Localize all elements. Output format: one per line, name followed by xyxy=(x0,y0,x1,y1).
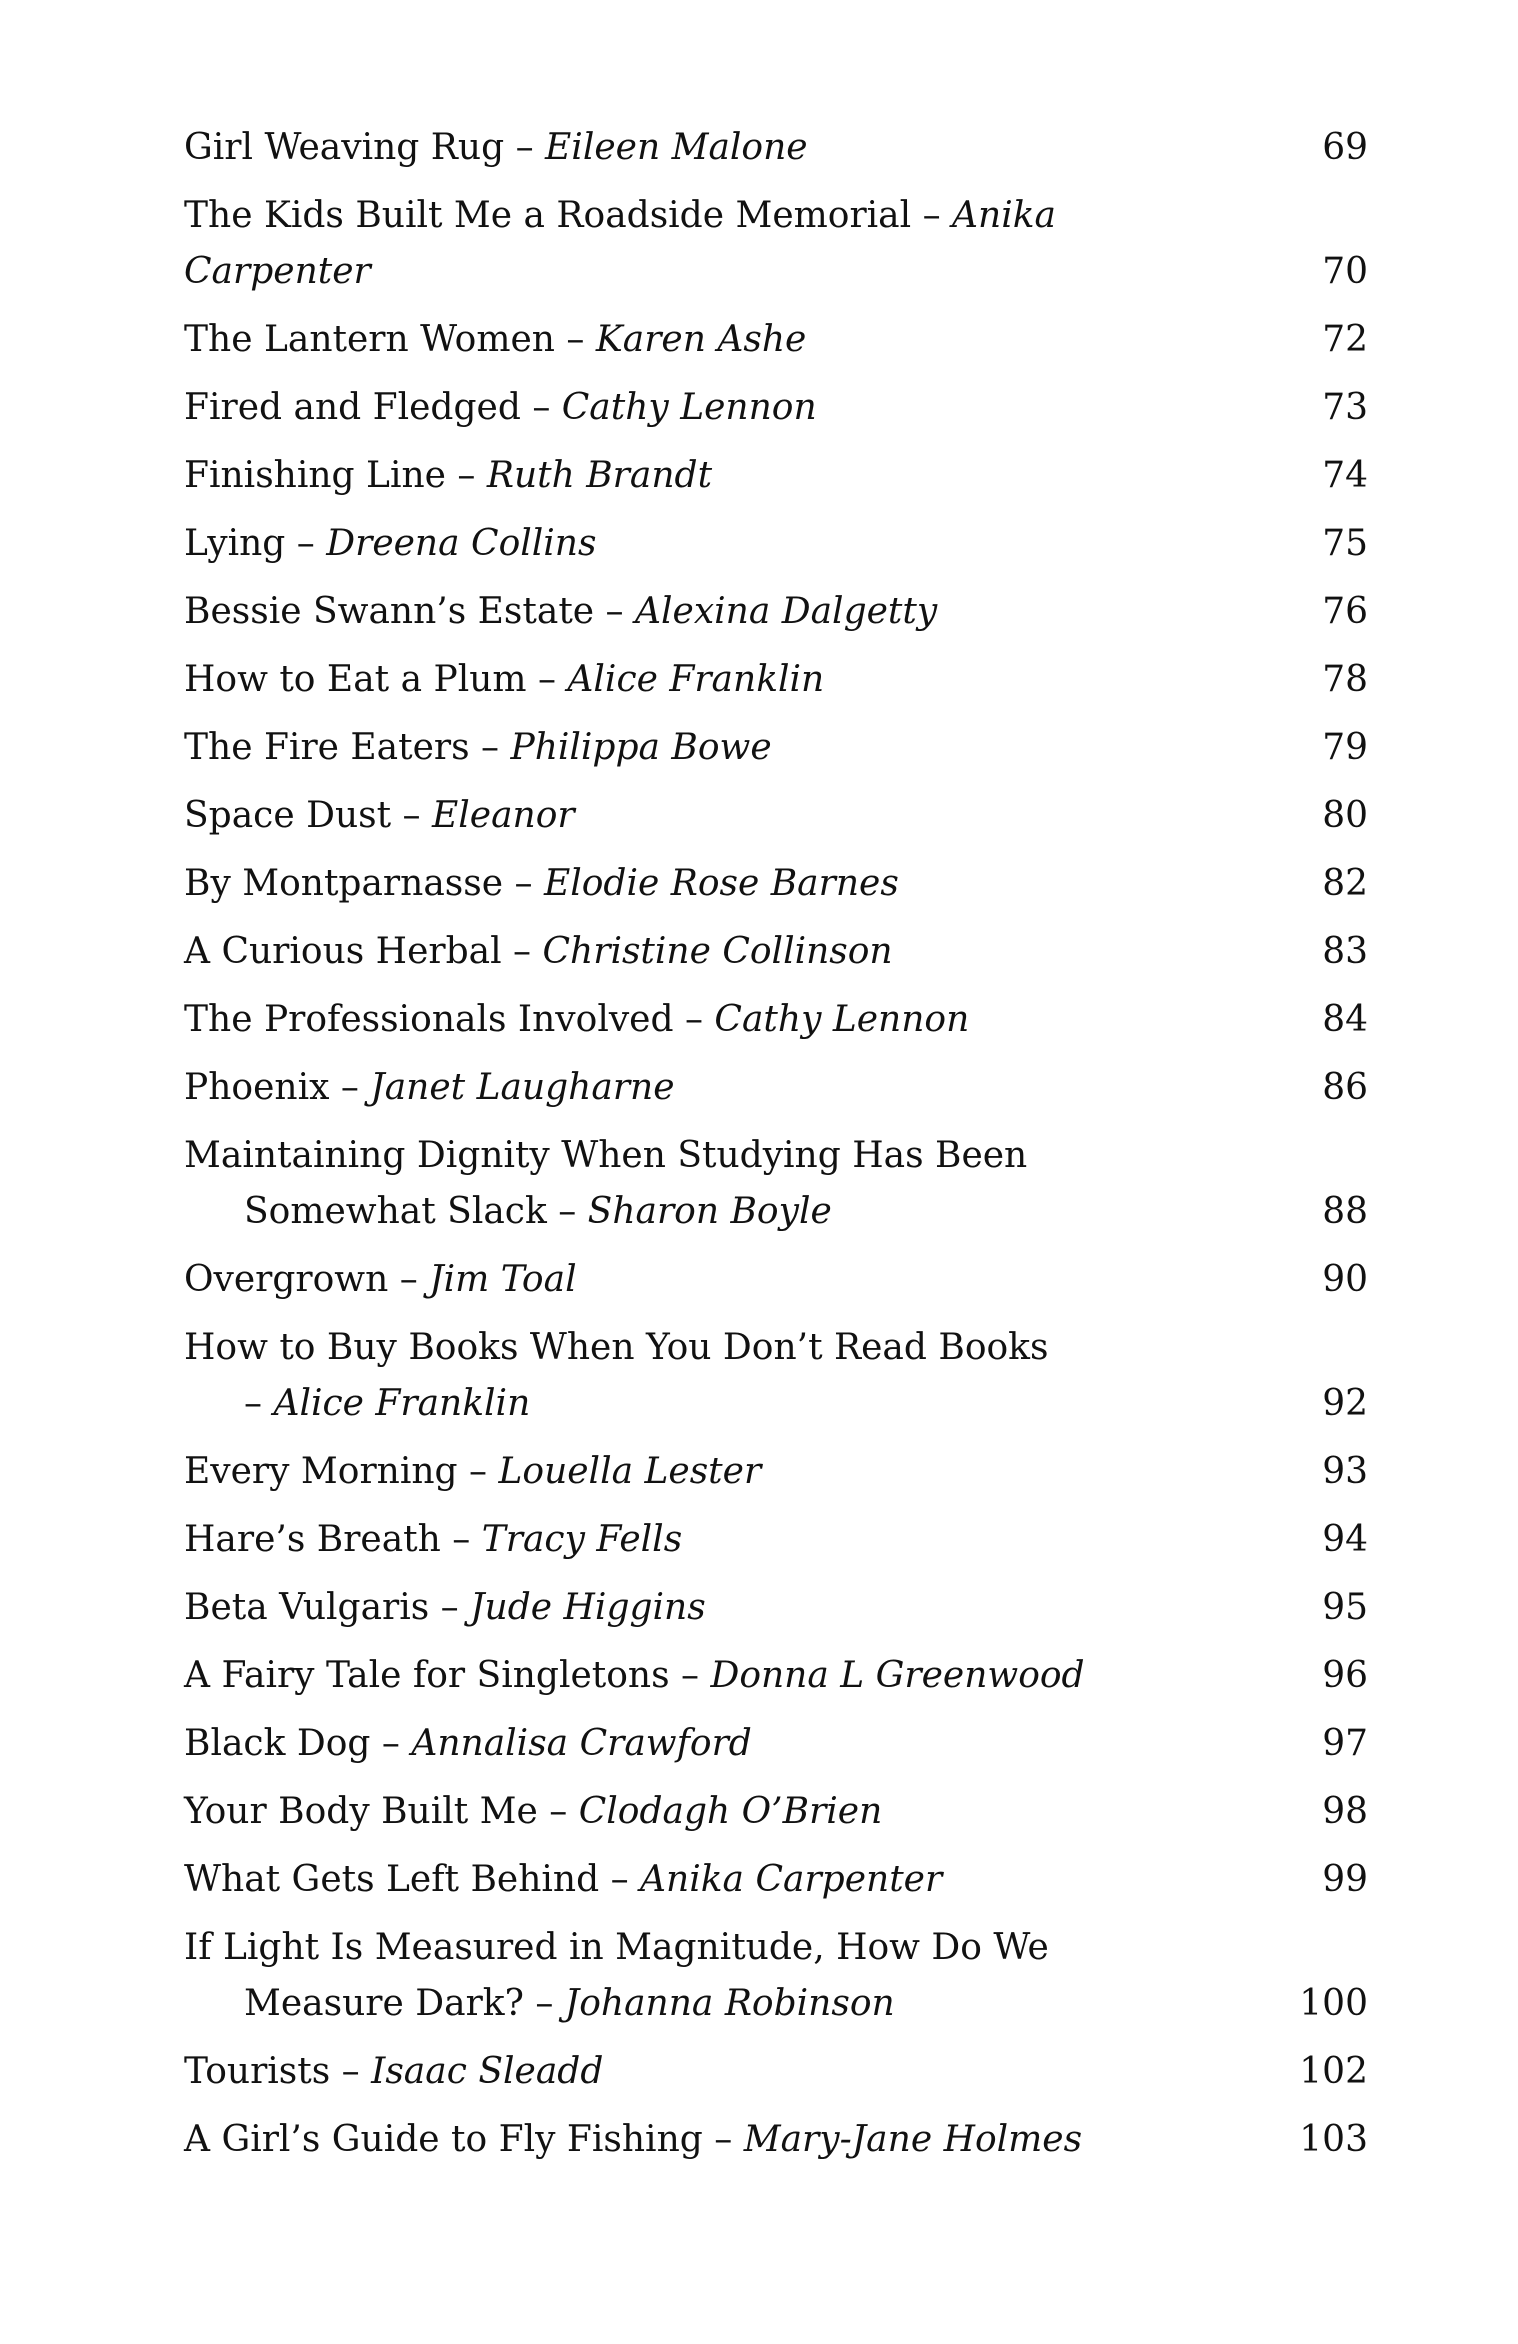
toc-entry: How to Buy Books When You Don’t Read Books – Alice Franklin 92 xyxy=(184,1320,1368,1432)
entry-title: Finishing Line xyxy=(184,455,446,496)
entry-author: Sharon Boyle xyxy=(587,1191,832,1232)
entry-title: Tourists xyxy=(184,2051,331,2092)
entry-page-number: 76 xyxy=(1322,591,1368,632)
entry-author: Annalisa Crawford xyxy=(411,1723,752,1764)
entry-author: Alice Franklin xyxy=(273,1383,531,1424)
toc-entry: Lying – Dreena Collins 75 xyxy=(184,516,1368,572)
entry-title: The Lantern Women xyxy=(184,319,555,360)
entry-page-number: 99 xyxy=(1322,1859,1368,1900)
entry-author: Dreena Collins xyxy=(326,523,597,564)
toc-entry: Hare’s Breath – Tracy Fells 94 xyxy=(184,1512,1368,1568)
table-of-contents xyxy=(184,120,1368,2180)
entry-page-number: 78 xyxy=(1322,659,1368,700)
toc-entry: Overgrown – Jim Toal 90 xyxy=(184,1252,1368,1308)
entry-page-number: 69 xyxy=(1322,127,1368,168)
toc-entry: The Fire Eaters – Philippa Bowe 79 xyxy=(184,720,1368,776)
entry-title: How to Eat a Plum xyxy=(184,659,527,700)
toc-entry: What Gets Left Behind – Anika Carpenter 99 xyxy=(184,1852,1368,1908)
entry-title: What Gets Left Behind xyxy=(184,1859,600,1900)
toc-entry: How to Eat a Plum – Alice Franklin 78 xyxy=(184,652,1368,708)
toc-entry: Your Body Built Me – Clodagh O’Brien 98 xyxy=(184,1784,1368,1840)
entry-page-number: 73 xyxy=(1322,387,1368,428)
toc-entry: Space Dust – Eleanor 80 xyxy=(184,788,1368,844)
entry-author: Anika Carpenter xyxy=(184,195,1057,292)
toc-entry: The Kids Built Me a Roadside Memorial – Anika Carpenter 70 xyxy=(184,188,1368,300)
entry-author: Eileen Malone xyxy=(545,127,808,168)
entry-page-number: 82 xyxy=(1322,863,1368,904)
entry-page-number: 95 xyxy=(1322,1587,1368,1628)
entry-title: Every Morning xyxy=(184,1451,458,1492)
entry-page-number: 97 xyxy=(1322,1723,1368,1764)
entry-page-number: 94 xyxy=(1322,1519,1368,1560)
toc-entry: The Lantern Women – Karen Ashe 72 xyxy=(184,312,1368,368)
entry-author: Eleanor xyxy=(431,795,575,836)
toc-entry: The Professionals Involved – Cathy Lennon 84 xyxy=(184,992,1368,1048)
toc-entry: A Curious Herbal – Christine Collinson 83 xyxy=(184,924,1368,980)
entry-page-number: 98 xyxy=(1322,1791,1368,1832)
toc-entry: Black Dog – Annalisa Crawford 97 xyxy=(184,1716,1368,1772)
entry-author: Cathy Lennon xyxy=(714,999,970,1040)
toc-entry: A Fairy Tale for Singletons – Donna L Greenwood 96 xyxy=(184,1648,1368,1704)
entry-title: The Kids Built Me a Roadside Memorial xyxy=(184,195,912,236)
entry-title: Fired and Fledged xyxy=(184,387,521,428)
entry-page-number: 102 xyxy=(1299,2051,1368,2092)
entry-page-number: 83 xyxy=(1322,931,1368,972)
entry-title: Girl Weaving Rug xyxy=(184,127,505,168)
toc-entry: Every Morning – Louella Lester 93 xyxy=(184,1444,1368,1500)
entry-author: Cathy Lennon xyxy=(561,387,817,428)
entry-author: Tracy Fells xyxy=(481,1519,683,1560)
toc-entry: By Montparnasse – Elodie Rose Barnes 82 xyxy=(184,856,1368,912)
entry-author: Anika Carpenter xyxy=(640,1859,943,1900)
entry-page-number: 75 xyxy=(1322,523,1368,564)
entry-author: Christine Collinson xyxy=(542,931,893,972)
entry-author: Ruth Brandt xyxy=(486,455,713,496)
entry-author: Alexina Dalgetty xyxy=(635,591,938,632)
entry-author: Johanna Robinson xyxy=(564,1983,895,2024)
entry-page-number: 92 xyxy=(1322,1383,1368,1424)
entry-title-continued: Somewhat Slack xyxy=(244,1191,547,1232)
entry-author: Louella Lester xyxy=(498,1451,762,1492)
entry-author: Jude Higgins xyxy=(470,1587,706,1628)
entry-title: Overgrown xyxy=(184,1259,389,1300)
entry-page-number: 84 xyxy=(1322,999,1368,1040)
toc-entry: Fired and Fledged – Cathy Lennon 73 xyxy=(184,380,1368,436)
entry-author: Janet Laugharne xyxy=(370,1067,675,1108)
toc-entry: Girl Weaving Rug – Eileen Malone 69 xyxy=(184,120,1368,176)
entry-page-number: 96 xyxy=(1322,1655,1368,1696)
entry-title: If Light Is Measured in Magnitude, How Do We xyxy=(184,1927,1049,1968)
entry-page-number: 90 xyxy=(1322,1259,1368,1300)
entry-page-number: 79 xyxy=(1322,727,1368,768)
entry-author: Mary-Jane Holmes xyxy=(743,2119,1083,2160)
entry-title: Space Dust xyxy=(184,795,392,836)
entry-title: By Montparnasse xyxy=(184,863,504,904)
entry-author: Isaac Sleadd xyxy=(371,2051,604,2092)
toc-entry: Phoenix – Janet Laugharne 86 xyxy=(184,1060,1368,1116)
entry-page-number: 88 xyxy=(1322,1191,1368,1232)
toc-entry: A Girl’s Guide to Fly Fishing – Mary-Jane Holmes 103 xyxy=(184,2112,1368,2168)
entry-title: Bessie Swann’s Estate xyxy=(184,591,595,632)
entry-title: Black Dog xyxy=(184,1723,371,1764)
entry-author: Elodie Rose Barnes xyxy=(543,863,899,904)
entry-title: The Fire Eaters xyxy=(184,727,470,768)
entry-page-number: 80 xyxy=(1322,795,1368,836)
entry-author: Clodagh O’Brien xyxy=(578,1791,883,1832)
entry-title: A Curious Herbal xyxy=(184,931,502,972)
entry-page-number: 70 xyxy=(1322,251,1368,292)
toc-entry: Tourists – Isaac Sleadd 102 xyxy=(184,2044,1368,2100)
entry-title: A Fairy Tale for Singletons xyxy=(184,1655,670,1696)
entry-title: Beta Vulgaris xyxy=(184,1587,430,1628)
entry-author: Alice Franklin xyxy=(567,659,825,700)
entry-title: How to Buy Books When You Don’t Read Books xyxy=(184,1327,1049,1368)
entry-title: Your Body Built Me xyxy=(184,1791,538,1832)
entry-title-continued: Measure Dark? xyxy=(244,1983,524,2024)
toc-entry: Beta Vulgaris – Jude Higgins 95 xyxy=(184,1580,1368,1636)
entry-title: Phoenix xyxy=(184,1067,330,1108)
entry-author: Jim Toal xyxy=(429,1259,577,1300)
entry-title: A Girl’s Guide to Fly Fishing xyxy=(184,2119,703,2160)
entry-title: Hare’s Breath xyxy=(184,1519,441,1560)
entry-title: Lying xyxy=(184,523,286,564)
entry-page-number: 72 xyxy=(1322,319,1368,360)
toc-entry: Finishing Line – Ruth Brandt 74 xyxy=(184,448,1368,504)
toc-entry: Bessie Swann’s Estate – Alexina Dalgetty 76 xyxy=(184,584,1368,640)
entry-page-number: 100 xyxy=(1299,1983,1368,2024)
toc-entry: If Light Is Measured in Magnitude, How Do We Measure Dark? – Johanna Robinson 100 xyxy=(184,1920,1368,2032)
entry-page-number: 74 xyxy=(1322,455,1368,496)
toc-entry: Maintaining Dignity When Studying Has Been Somewhat Slack – Sharon Boyle 88 xyxy=(184,1128,1368,1240)
entry-page-number: 93 xyxy=(1322,1451,1368,1492)
entry-title: Maintaining Dignity When Studying Has Been xyxy=(184,1135,1028,1176)
entry-author: Donna L Greenwood xyxy=(710,1655,1085,1696)
entry-author: Karen Ashe xyxy=(595,319,807,360)
entry-author: Philippa Bowe xyxy=(510,727,772,768)
entry-page-number: 86 xyxy=(1322,1067,1368,1108)
entry-page-number: 103 xyxy=(1299,2119,1368,2160)
entry-title: The Professionals Involved xyxy=(184,999,674,1040)
